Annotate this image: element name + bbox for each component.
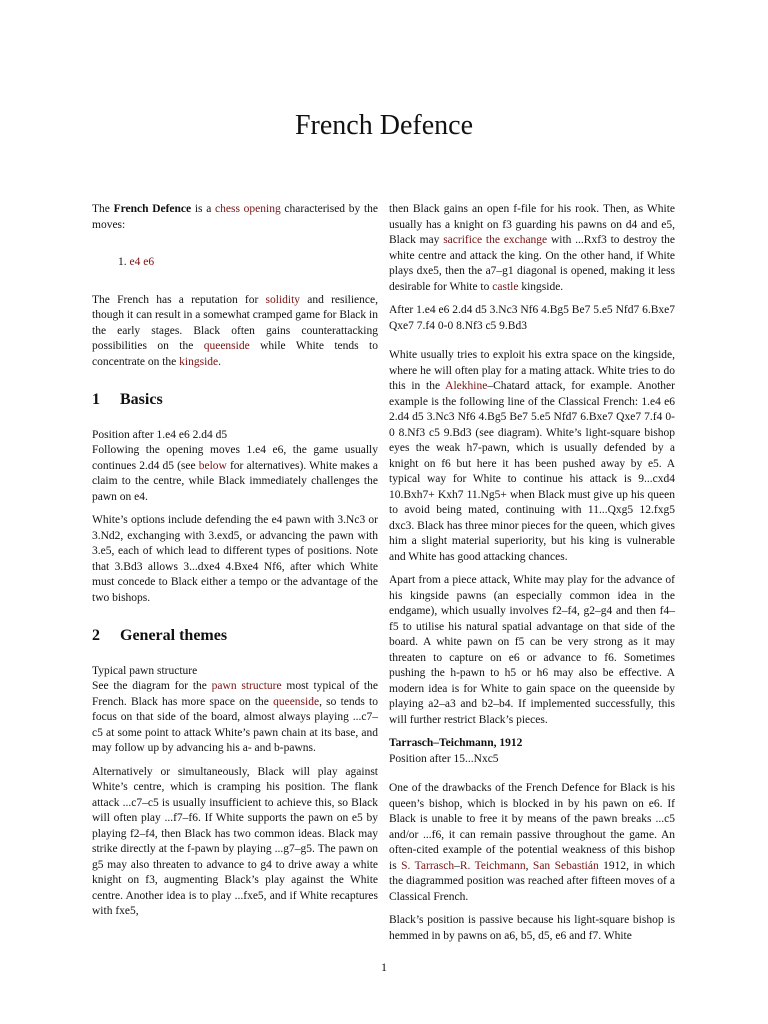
- link-pawn-structure[interactable]: pawn structure: [211, 680, 282, 692]
- section-title: Basics: [120, 391, 163, 408]
- text: most typical of the French. Black has more space on the: [92, 680, 378, 708]
- text: , so tends to focus on that side of the board, almost always playing ...c7–c5 at some point to attack White’s pawn chain at its base, and may follow up by advancing his a- and b-pawns.: [92, 695, 378, 754]
- bold-term: French Defence: [113, 203, 192, 215]
- left-column: [92, 202, 378, 920]
- link-below[interactable]: below: [198, 459, 227, 472]
- figure-caption: Position after 15...Nxc5: [389, 752, 499, 765]
- text: Following the opening moves 1.e4 e6, the game usually continues 2.d4 d5 (see: [92, 444, 378, 472]
- right-column: [389, 202, 675, 944]
- paragraph-passive-position: Black’s position is passive because his light-square bishop is hemmed in by pawns on a6, b5, d5, e6 and f7. White: [389, 914, 675, 942]
- move-number: 1.: [118, 256, 130, 268]
- link-e4-e6[interactable]: e4 e6: [129, 256, 155, 268]
- paragraph-reputation: [92, 293, 378, 371]
- paragraph-black-centre: Alternatively or simultaneously, Black will play against White’s centre, which is cramping his position. The flank attack ...c7–c5 is usually insufficient to achieve this, so Black will often play ...f7–f6. If White supports the pawn on e5 by playing f2–f4, then Black has two common ideas. Black may strike directly at the f-pawn by playing ...g7–g5. The pawn on g5 may also threaten to advance to g4 to drive away a white knight on f3, augmenting Black’s play against the White centre. Another idea is to play ...fxe5, and if White recaptures with fxe5,: [92, 765, 378, 917]
- text: The: [92, 203, 114, 215]
- caption-game-title: Tarrasch–Teichmann, 1912: [389, 737, 523, 749]
- paragraph-pawn-structure: [92, 679, 378, 757]
- text: 1912, in which the diagrammed position was reached after fifteen moves of a Classical French.: [389, 859, 676, 903]
- page-number: 1: [381, 960, 387, 974]
- text: is a: [191, 203, 216, 215]
- text: then Black gains an open f-file for his rook. Then, as White usually has a knight on f3 guarding his pawns on d4 and e5, Black may: [389, 203, 675, 246]
- text: –: [454, 859, 460, 872]
- move-list: [118, 255, 378, 271]
- text: White usually tries to exploit his extra space on the kingside, where he will often play for a mating attack. White tries to do this in the: [389, 349, 675, 392]
- section-title: General themes: [120, 627, 228, 644]
- text: characterised by the moves:: [92, 203, 378, 231]
- figure-caption: Position after 1.e4 e6 2.d4 d5: [92, 428, 228, 441]
- paragraph-white-options: White’s options include defending the e4 pawn with 3.Nc3 or 3.Nd2, exchanging with 3.exd5, or advancing the pawn with 3.e5, each of which lead to different types of positions. Note that 3.Bd3 allows 3...dxe4 4.Bxe4 Nf6, after which White must concede to Black either a tempo or the advantage of the two bishops.: [92, 514, 378, 604]
- link-kingside[interactable]: kingside: [179, 355, 219, 368]
- link-s-tarrasch[interactable]: S. Tarrasch: [401, 859, 455, 872]
- text: ,: [525, 859, 533, 872]
- intro-paragraph: [92, 202, 378, 233]
- link-queenside[interactable]: queenside: [203, 340, 250, 352]
- paragraph-open-file: [389, 202, 675, 295]
- link-chess-opening[interactable]: chess opening: [215, 203, 281, 215]
- figure-caption-title: [389, 736, 675, 752]
- text: One of the drawbacks of the French Defence for Black is his queen’s bishop, which is blocked in by his pawn on e6. If Black is unable to free it by means of the pawn breaks ...c5 and/or ...f6, it can remain passive throughout the game. An often-cited example of the potential weakness of this bishop is: [389, 782, 675, 872]
- text: for alternatives). White makes a claim to the centre, while Black immediately challenges the pawn on e4.: [92, 459, 378, 503]
- paragraph-opening-moves: [92, 443, 378, 505]
- link-sacrifice-the-exchange[interactable]: sacrifice the exchange: [443, 234, 548, 246]
- link-r-teichmann[interactable]: R. Teichmann: [459, 859, 526, 872]
- link-san-sebastian[interactable]: San Sebastián: [532, 859, 599, 872]
- figure-caption: Typical pawn structure: [92, 664, 198, 677]
- text: while White tends to concentrate on the: [92, 340, 378, 368]
- paragraph-kingside-attack: [389, 348, 675, 565]
- link-queenside[interactable]: queenside: [273, 695, 320, 708]
- figure-caption: After 1.e4 e6 2.d4 d5 3.Nc3 Nf6 4.Bg5 Be7 5.e5 Nfd7 6.Bxe7 Qxe7 7.f4 0-0 8.Nf3 c5 9.Bd3: [389, 304, 675, 332]
- page-title: French Defence: [294, 110, 473, 141]
- text: .: [218, 355, 222, 368]
- text: kingside.: [518, 280, 564, 293]
- section-number: 1: [92, 391, 100, 408]
- text: The French has a reputation for: [92, 293, 266, 306]
- text: See the diagram for the: [92, 680, 212, 692]
- link-alekhine[interactable]: Alekhine: [445, 380, 488, 392]
- section-heading-basics: [92, 392, 378, 408]
- link-solidity[interactable]: solidity: [265, 293, 301, 306]
- text: with ...Rxf3 to destroy the white centre and attack the king. On the other hand, if White plays dxe5, then the a7–g1 diagonal is opened, making it less desirable for White to: [389, 234, 675, 293]
- link-castle[interactable]: castle: [492, 280, 519, 293]
- section-number: 2: [92, 627, 100, 644]
- text: –Chatard attack, for example. Another example is the following line of the Classical French: 1.e4 e6 2.d4 d5 3.Nc3 Nf6 4.Bg5 Be7 5.e5 Nfd7 6.Bxe7 Qxe7 7.f4 0-0 8.Nf3 c5 9.Bd3 (see diagram). White’s light-square bishop eyes the weak h7-pawn, which is usually defended by a knight on f6 but here it has been pushed away by e5. A typical way for White to continue his attack is 9...cxd4 10.Bxh7+ Kxh7 11.Ng5+ when Black must give up his queen to avoid being mated, continuing with 11...Qxg5 12.fxg5 dxc3. Black has three minor pieces for the queen, which gives him a slight material superiority, but his king is vulnerable and White has good attacking chances.: [389, 380, 675, 563]
- paragraph-bishop-drawback: [389, 781, 675, 905]
- paragraph-pawn-advance: Apart from a piece attack, White may play for the advance of his kingside pawns (an especially common idea in the endgame), which usually involves f2–f4, g2–g4 and then f4–f5 to utilise his natural spatial advantage on that side of the board. A white pawn on f5 can be very strong as it may threaten to capture on e6 or advance to f6. Sometimes pushing the h-pawn to h5 or h6 may also be effective. A modern idea is for White to gain space on the queenside by playing a2–a3 and b2–b4. If implemented successfully, this will further restrict Black’s pieces.: [389, 574, 675, 726]
- section-heading-general-themes: [92, 628, 378, 644]
- text: and resilience, though it can result in a somewhat cramped game for Black in the early stages. Black often gains counterattacking possibilities on the: [92, 293, 378, 352]
